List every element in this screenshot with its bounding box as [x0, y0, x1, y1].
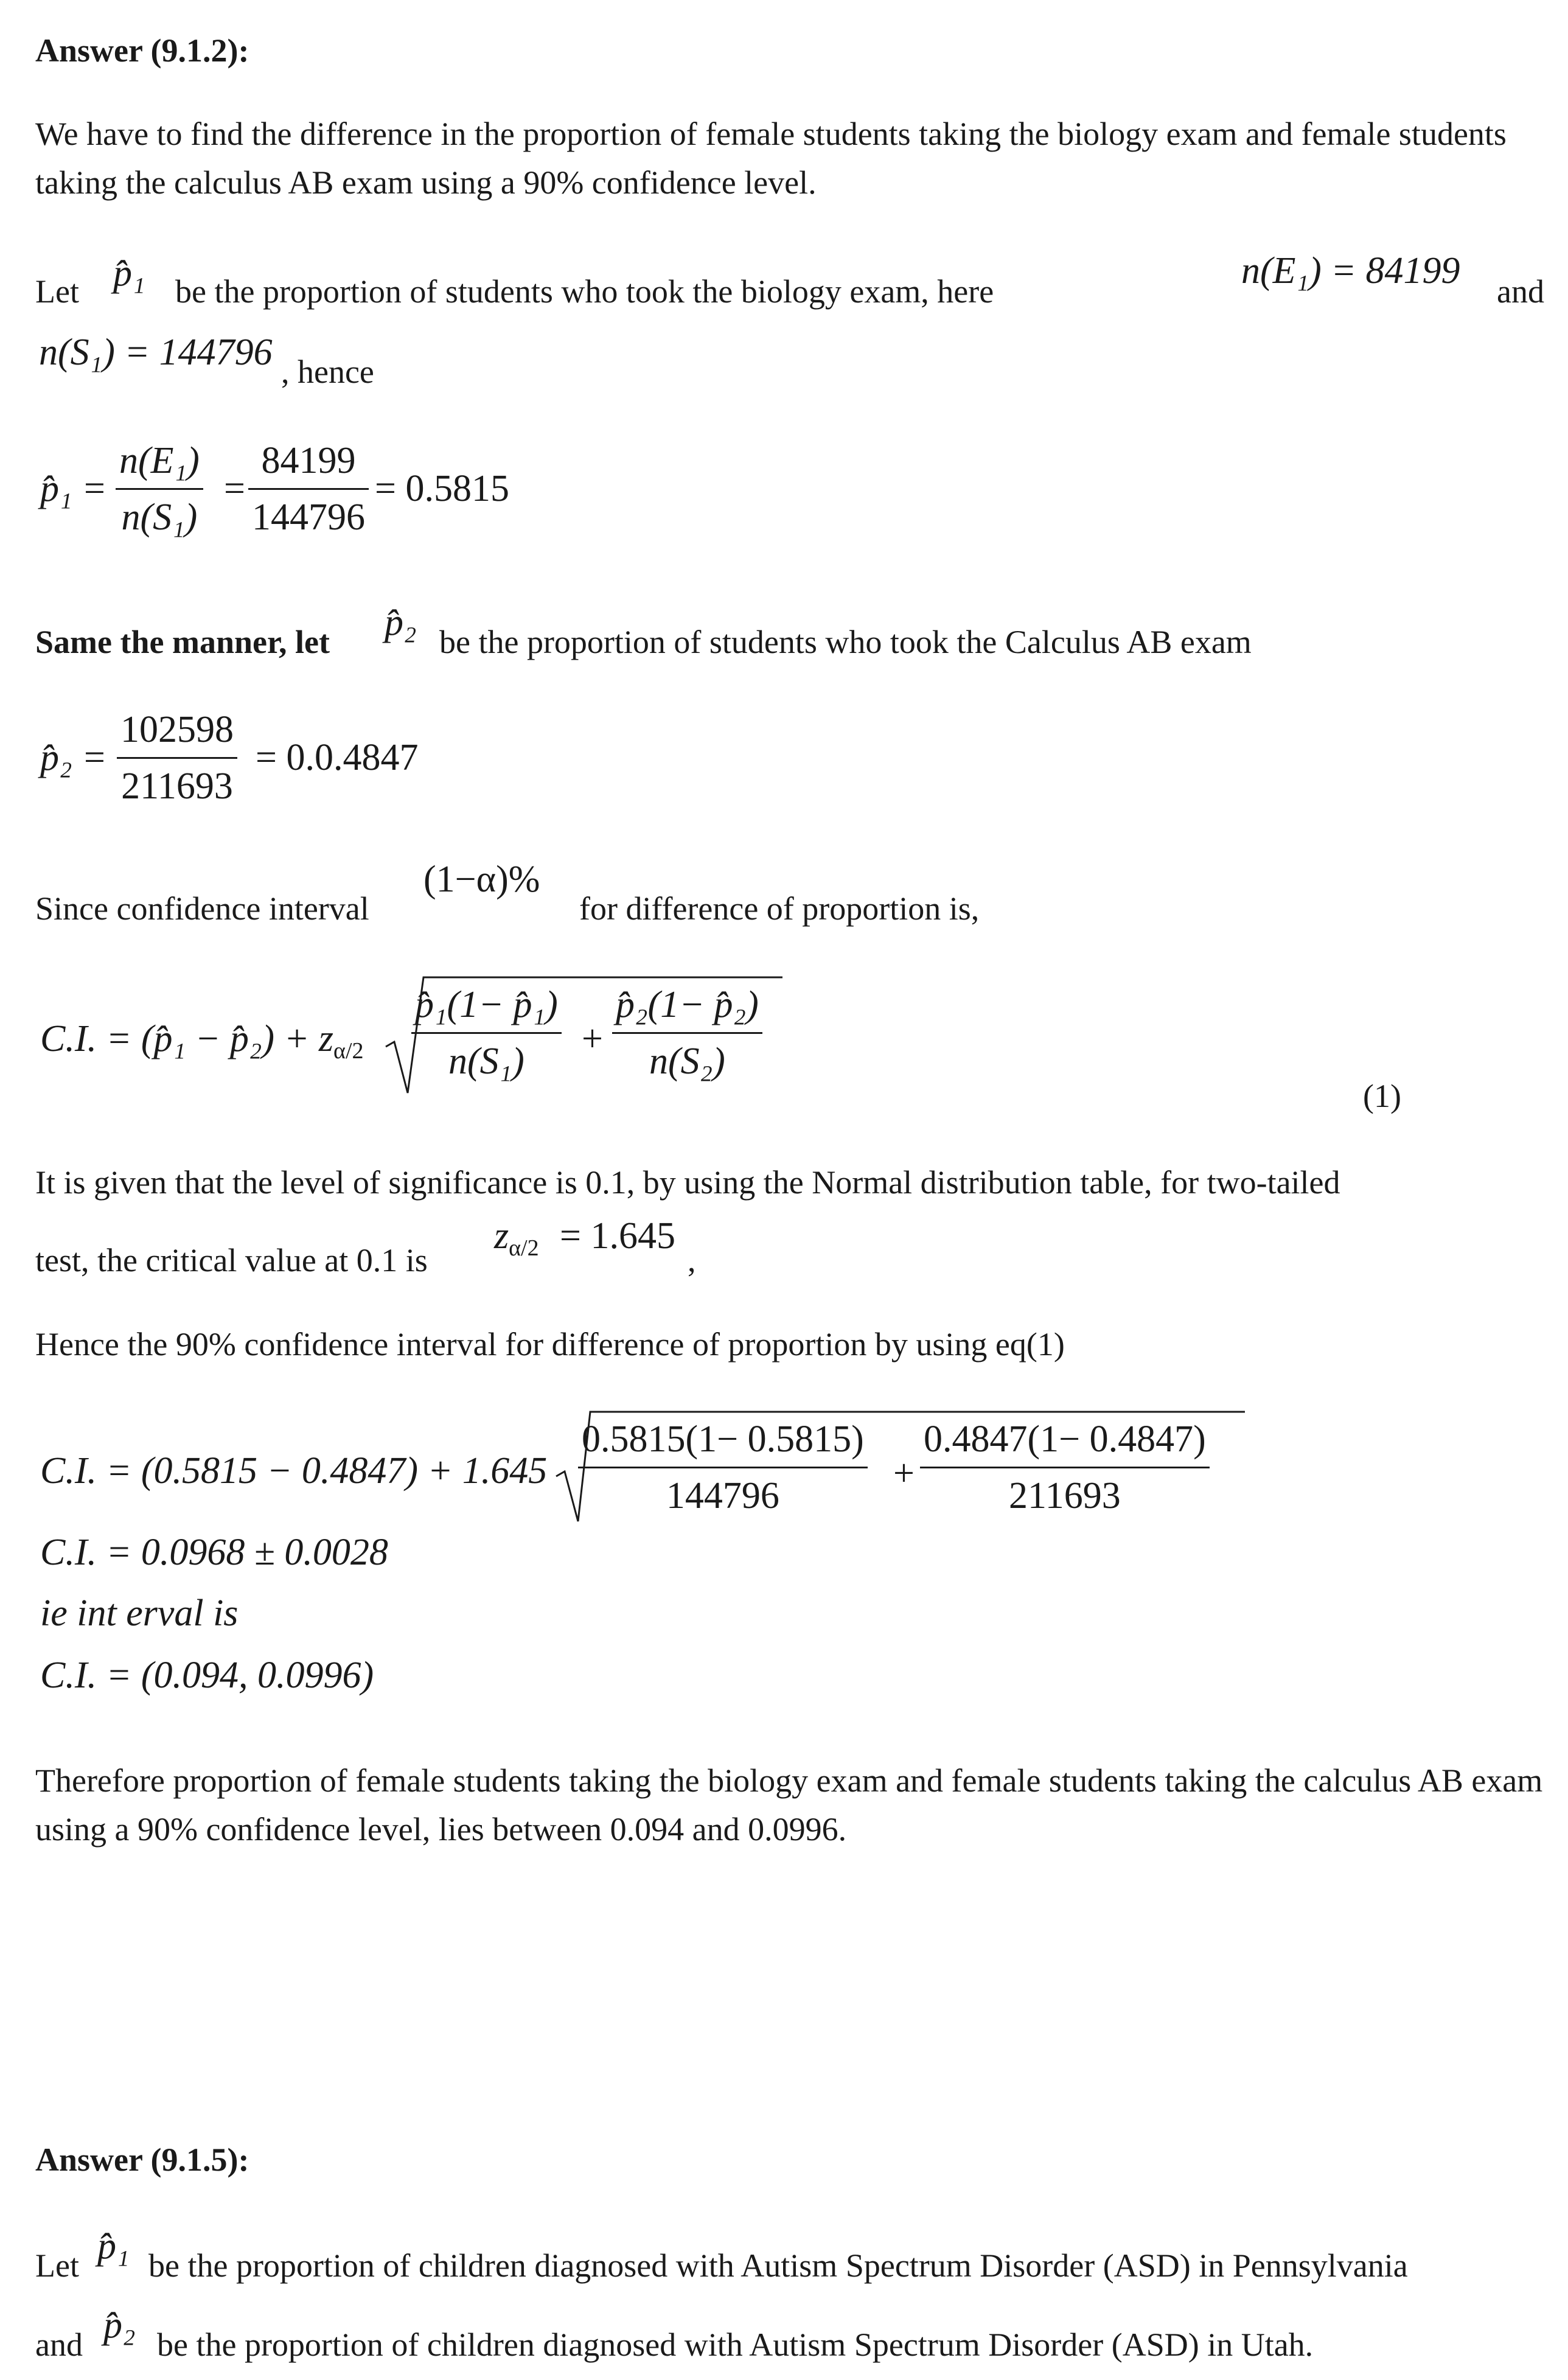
ci-den2: n(S₂): [612, 1032, 762, 1080]
ci-calc-num1: 0.5815(1− 0.5815): [582, 1419, 864, 1460]
hence-ci-text: Hence the 90% confidence interval for difference of proportion by using eq(1): [35, 1326, 1065, 1363]
given-text: It is given that the level of significance is 0.1, by using the Normal distribution table, for two-tailed: [35, 1164, 1340, 1201]
ci-num1: p̂₁(1− p̂₁): [415, 984, 558, 1025]
p1-den-numeric: 144796: [248, 488, 369, 536]
ci-calc-frac1: [578, 1420, 868, 1515]
let-label: Let: [35, 273, 79, 310]
ci-formula-lhs-text: C.I. = (p̂₁ − p̂₂) + z: [40, 1018, 334, 1059]
p1-num-numeric: 84199: [261, 440, 356, 481]
and-label: and: [1497, 273, 1544, 310]
ci-interval-line: C.I. = (0.094, 0.0996): [40, 1655, 374, 1696]
conclusion-paragraph: Therefore proportion of female students taking the biology exam and female students taking the calculus AB exam using a 90% confidence level, lies between 0.094 and 0.0996.: [35, 1762, 1543, 1848]
ci-calc-frac2: [920, 1420, 1210, 1515]
z-critical: [494, 1217, 539, 1260]
ci-result-line: C.I. = 0.0968 ± 0.0028: [40, 1532, 388, 1573]
p2-lhs: p̂₂ =: [40, 737, 107, 778]
let-p1-text: be the proportion of students who took the biology exam, here: [175, 273, 994, 310]
p2-result: = 0.0.4847: [256, 737, 419, 778]
p1-result: = 0.5815: [375, 468, 509, 509]
p2-num: 102598: [120, 709, 234, 750]
ci-formula-frac2: [612, 986, 762, 1080]
z-comma: ,: [688, 1242, 696, 1279]
p1-fraction-numeric: [248, 442, 369, 536]
interval-is-line: ie int erval is: [40, 1593, 239, 1634]
one-minus-alpha: (1−α)%: [423, 859, 540, 900]
same-manner-text: be the proportion of students who took the Calculus AB exam: [439, 624, 1252, 660]
let-label-2: Let: [35, 2247, 79, 2284]
equation-number: (1): [1363, 1078, 1401, 1114]
p1-symbol: p̂₁: [113, 253, 145, 294]
ci-formula-lhs: [40, 1020, 364, 1063]
p2-den: 211693: [117, 757, 237, 805]
ci-formula-sub: α/2: [333, 1038, 364, 1064]
p2-symbol-2: p̂₂: [103, 2305, 136, 2346]
ci-num2: p̂₂(1− p̂₂): [616, 984, 759, 1025]
test-text: test, the critical value at 0.1 is: [35, 1242, 428, 1279]
nS1-expression: n(S₁) = 144796: [39, 332, 273, 373]
let-p1-asd-text: be the proportion of children diagnosed with Autism Spectrum Disorder (ASD) in Pennsylvania: [148, 2247, 1408, 2284]
p2-symbol: p̂₂: [385, 602, 417, 643]
p2-fraction: [117, 711, 237, 805]
answer-heading-1: Answer (9.1.2):: [35, 32, 249, 69]
p1-lhs: p̂₁ =: [40, 468, 107, 509]
ci-calc-num2: 0.4847(1− 0.4847): [924, 1419, 1206, 1460]
and-label-2: and: [35, 2326, 83, 2363]
ci-calc-den2: 211693: [920, 1467, 1210, 1515]
p1-symbol-2: p̂₁: [97, 2225, 130, 2267]
p1-fraction-symbolic: [116, 442, 203, 536]
since-label: Since confidence interval: [35, 890, 369, 927]
p1-den-symbolic: n(S₁): [116, 488, 203, 536]
same-manner-label: Same the manner, let: [35, 624, 330, 660]
z-equals: = 1.645: [560, 1215, 675, 1257]
ci-calc-lhs: C.I. = (0.5815 − 0.4847) + 1.645: [40, 1450, 548, 1492]
since-text: for difference of proportion is,: [579, 890, 980, 927]
let-p2-asd-text: be the proportion of children diagnosed with Autism Spectrum Disorder (ASD) in Utah.: [157, 2326, 1314, 2363]
nE1-expression: n(E₁) = 84199: [1241, 250, 1460, 291]
z-sub: α/2: [509, 1235, 539, 1261]
p1-num-symbolic: n(E₁): [119, 440, 200, 481]
ci-formula-frac1: [411, 986, 562, 1080]
z-letter: z: [494, 1215, 509, 1257]
ci-calc-den1: 144796: [578, 1467, 868, 1515]
answer-heading-2: Answer (9.1.5):: [35, 2141, 249, 2178]
intro-paragraph: We have to find the difference in the proportion of female students taking the biology exam and female students taking the calculus AB exam using a 90% confidence level.: [35, 116, 1507, 201]
hence-label: , hence: [281, 354, 374, 390]
ci-plus: +: [582, 1018, 603, 1059]
ci-den1: n(S₁): [411, 1032, 562, 1080]
ci-calc-plus: +: [893, 1453, 915, 1494]
p1-equals: =: [224, 468, 245, 509]
